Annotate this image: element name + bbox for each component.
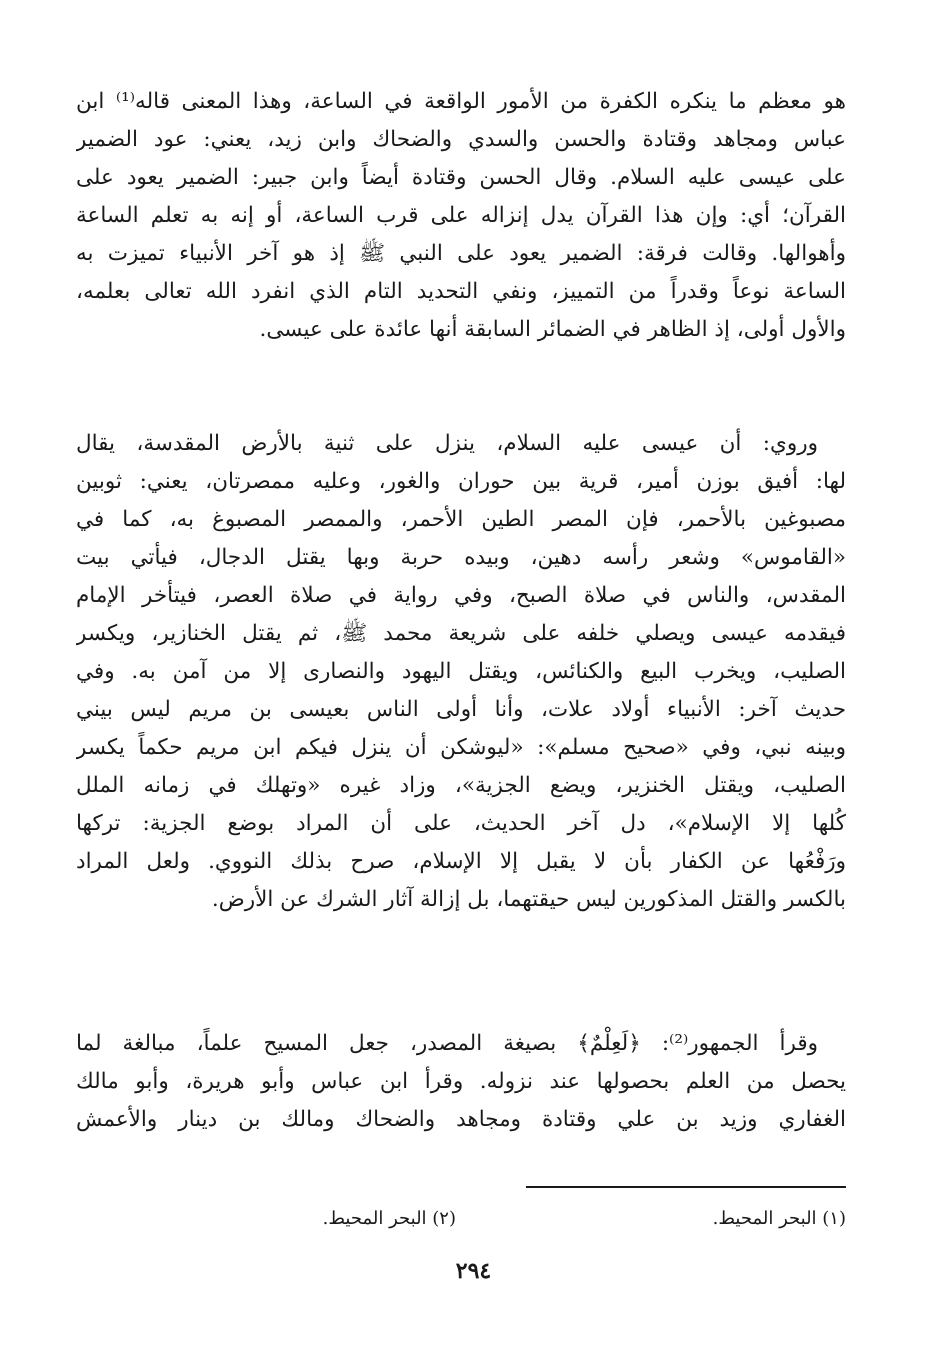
footnote-2: (٢) البحر المحيط.	[322, 1208, 456, 1229]
text-line: وروي: أن عيسى عليه السلام، ينزل على ثنية بالأرض المقدسة، يقال	[76, 431, 818, 456]
text-line: الصليب، ويخرب البيع والكنائس، ويقتل اليهود والنصارى إلا من آمن به. وفي	[76, 659, 846, 684]
text-line: القرآن؛ أي: وإن هذا القرآن يدل إنزاله على قرب الساعة، أو إنه به تعلم الساعة	[76, 203, 846, 228]
text-line: المقدس، والناس في صلاة الصبح، وفي رواية في صلاة العصر، فيتأخر الإمام	[76, 583, 846, 608]
text-line: يحصل من العلم بحصولها عند نزوله. وقرأ ابن عباس وأبو هريرة، وأبو مالك	[76, 1069, 846, 1094]
text-line: فيقدمه عيسى ويصلي خلفه على شريعة محمد ﷺ، ثم يقتل الخنازير، ويكسر	[76, 621, 846, 646]
text-line: كُلها إلا الإسلام»، دل آخر الحديث، على أن المراد بوضع الجزية: تركها	[76, 811, 846, 836]
text-line: وقرأ الجمهور⁽²⁾: ﴿لَعِلْمٌ﴾ بصيغة المصدر، جعل المسيح علماً، مبالغة لما	[76, 1031, 819, 1056]
page-number: ٢٩٤	[455, 1258, 492, 1284]
text-line: وبينه نبي، وفي «صحيح مسلم»: «ليوشكن أن ينزل فيكم ابن مريم حكماً يكسر	[76, 735, 846, 760]
text-line: الصليب، ويقتل الخنزير، ويضع الجزية»، وزاد غيره «وتهلك في زمانه الملل	[76, 773, 846, 798]
footnotes	[76, 1202, 846, 1236]
footnote-separator	[526, 1186, 846, 1188]
text-line: والأول أولى، إذ الظاهر في الضمائر السابقة أنها عائدة على عيسى.	[259, 317, 846, 342]
text-line: لها: أفيق بوزن أمير، قرية بين حوران والغور، وعليه ممصرتان، يعني: ثوبين	[76, 469, 846, 494]
text-line: الغفاري وزيد بن علي وقتادة ومجاهد والضحاك ومالك بن دينار والأعمش	[76, 1107, 846, 1132]
text-line: على عيسى عليه السلام. وقال الحسن وقتادة أيضاً وابن جبير: الضمير يعود على	[76, 165, 846, 190]
text-line: مصبوغين بالأحمر، فإن المصر الطين الأحمر، والممصر المصبوغ به، كما في	[76, 507, 846, 532]
paragraph-2	[76, 425, 846, 919]
text-line: الساعة نوعاً وقدراً من التمييز، ونفي التحديد التام الذي انفرد الله تعالى بعلمه،	[76, 279, 846, 304]
paragraph-1	[76, 83, 846, 349]
paragraph-3	[76, 1025, 846, 1139]
text-line: هو معظم ما ينكره الكفرة من الأمور الواقعة في الساعة، وهذا المعنى قاله⁽¹⁾ ابن	[76, 89, 846, 114]
text-line: بالكسر والقتل المذكورين ليس حيقتهما، بل إزالة آثار الشرك عن الأرض.	[211, 887, 846, 912]
footnote-1: (١) البحر المحيط.	[712, 1208, 846, 1229]
text-line: حديث آخر: الأنبياء أولاد علات، وأنا أولى الناس بعيسى بن مريم ليس بيني	[76, 697, 846, 722]
text-line: وأهوالها. وقالت فرقة: الضمير يعود على النبي ﷺ إذ هو آخر الأنبياء تميزت به	[76, 241, 846, 266]
text-line: «القاموس» وشعر رأسه دهين، وبيده حربة وبها يقتل الدجال، فيأتي بيت	[76, 545, 846, 570]
text-line: عباس ومجاهد وقتادة والحسن والسدي والضحاك وابن زيد، يعني: عود الضمير	[76, 127, 846, 152]
text-line: ورَفْعُها عن الكفار بأن لا يقبل إلا الإسلام، صرح بذلك النووي. ولعل المراد	[76, 849, 846, 874]
